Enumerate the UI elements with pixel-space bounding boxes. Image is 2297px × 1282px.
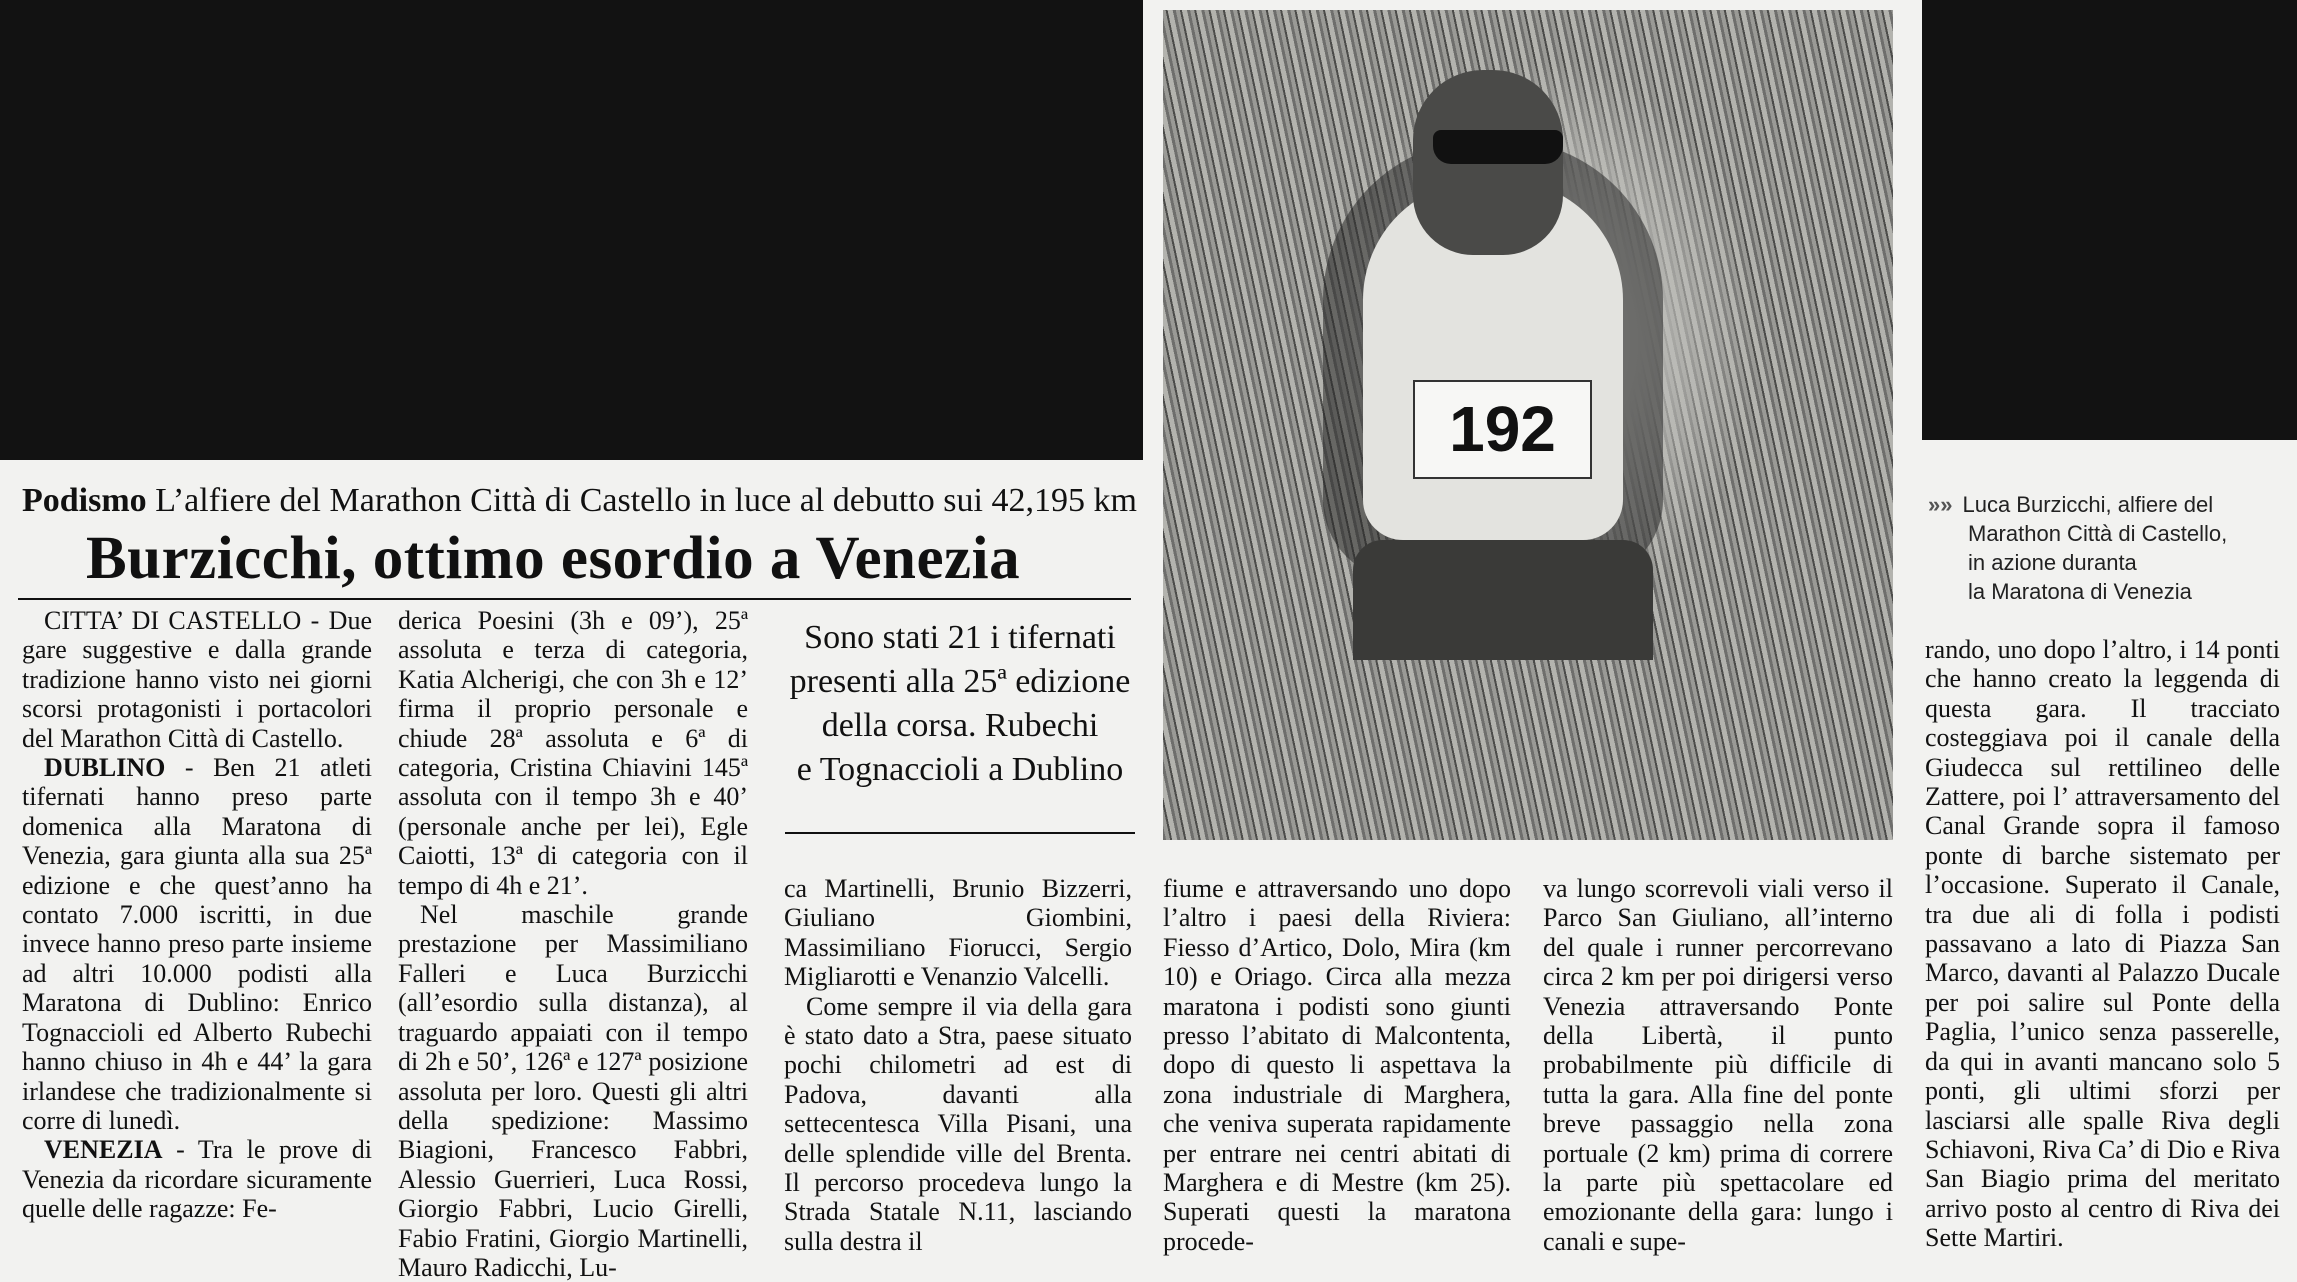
- col5-para-1: va lungo scorrevoli viali verso il Parco San Giuliano, all’interno del quale i runner percorrevano circa 2 km per poi dirigersi verso Venezia attraversando Ponte della Libertà, il punto probabilmente più difficile di tutta la gara. Alla fine del ponte breve passaggio nella zona portuale (2 km) prima di correre la parte più spettacolare ed emozionante della gara: lungo i canali e supe-: [1543, 874, 1893, 1256]
- runner-shorts: [1353, 540, 1653, 660]
- race-bib-number: 192: [1413, 380, 1592, 479]
- headline: Burzicchi, ottimo esordio a Venezia: [86, 525, 1021, 592]
- sunglasses: [1433, 130, 1563, 164]
- headline-rule: [18, 598, 1131, 600]
- summary-line-1: Sono stati 21 i tifernati: [804, 619, 1116, 656]
- column-5: [1543, 874, 1893, 1256]
- summary-rule: [785, 832, 1135, 834]
- dateline-venezia: VENEZIA: [44, 1135, 163, 1165]
- caption-line-1: [1928, 490, 2288, 519]
- caption-line-2: Marathon Città di Castello,: [1968, 521, 2228, 546]
- caption-line-1-text: Luca Burzicchi, alfiere del: [1962, 492, 2214, 517]
- caption-line-3: in azione duranta: [1968, 550, 2137, 575]
- runner-photo: [1163, 10, 1893, 840]
- col1-para-1: CITTA’ DI CASTELLO - Due gare suggestive e dalla grande tradizione hanno visto nei giorni scorsi protagonisti i portacolori del Marathon Città di Castello.: [22, 606, 372, 753]
- col6-para-1: rando, uno dopo l’altro, i 14 ponti che hanno creato la leggenda di questa gara. Il tracciato costeggiava poi il canale della Giudecca sul rettilineo delle Zattere, poi l’ attraversamento del Canal Grande sopra il famoso ponte di barche sistemato per l’occasione. Superato il Canale, tra due ali di folla i podisti passavano a lato di Piazza San Marco, davanti al Palazzo Ducale per poi salire sul Ponte della Paglia, l’unico senza passerelle, da qui in avanti mancano solo 5 ponti, gli ultimi sforzi per lasciarsi alle spalle Riva degli Schiavoni, Riva Ca’ di Dio e Riva San Biagio prima del meritato arrivo posto al centro di Riva dei Sette Martiri.: [1925, 635, 2280, 1253]
- column-2: [398, 606, 748, 1282]
- black-mask-right: [1922, 0, 2297, 440]
- col1-para-2: [22, 753, 372, 1135]
- col2-para-1: derica Poesini (3h e 09’), 25ª assoluta e terza di categoria, Katia Alcherigi, che con 3h e 12’ firma il proprio personale e chiude 28ª assoluta e 6ª di categoria, Cristina Chiavini 145ª assoluta con il tempo 3h e 40’ (personale anche per lei), Egle Caiotti, 13ª di categoria con il tempo di 4h e 21’.: [398, 606, 748, 900]
- photo-caption: [1928, 490, 2288, 606]
- summary-box: [775, 616, 1145, 792]
- kicker-label: Podismo: [22, 482, 147, 519]
- col1-para-3-text: - Tra le prove di Venezia da ricordare sicuramente quelle delle ragazze: Fe-: [22, 1135, 372, 1224]
- summary-line-2: presenti alla 25ª edizione: [789, 663, 1131, 700]
- kicker-text: L’alfiere del Marathon Città di Castello in luce al debutto sui 42,195 km: [155, 482, 1137, 519]
- summary-line-3: della corsa. Rubechi: [821, 707, 1099, 744]
- caption-line-4: la Maratona di Venezia: [1968, 579, 2192, 604]
- col1-para-2-text: - Ben 21 atleti tifernati hanno preso parte domenica alla Maratona di Venezia, gara giunta alla sua 25ª edizione e che quest’anno ha contato 7.000 iscritti, in due invece hanno preso parte insieme ad altri 10.000 podisti alla Maratona di Dublino: Enrico Tognaccioli ed Alberto Rubechi hanno chiuso in 4h e 44’ la gara irlandese che tradizionalmente si corre di lunedì.: [22, 753, 372, 1135]
- col3-para-2: Come sempre il via della gara è stato dato a Stra, paese situato pochi chilometri ad est di Padova, davanti alla settecentesca Villa Pisani, una delle splendide ville del Brenta. Il percorso procedeva lungo la Strada Statale N.11, lasciando sulla destra il: [784, 991, 1132, 1256]
- col4-para-1: fiume e attraversando uno dopo l’altro i paesi della Riviera: Fiesso d’Artico, Dolo, Mira (km 10) e Oriago. Circa alla mezza maratona i podisti sono giunti presso l’abitato di Malcontenta, dopo di questo li aspettava la zona industriale di Marghera, che veniva superata rapidamente per entrare nei centri abitati di Marghera e di Mestre (km 25). Superati questi la maratona procede-: [1163, 874, 1511, 1256]
- column-3: [784, 874, 1132, 1256]
- column-6: [1925, 635, 2280, 1253]
- double-chevron-icon: »»: [1928, 492, 1953, 517]
- column-4: [1163, 874, 1511, 1256]
- dateline-dublino: DUBLINO: [44, 753, 166, 783]
- column-1: [22, 606, 372, 1224]
- kicker: [22, 482, 1137, 520]
- col3-para-1: ca Martinelli, Brunio Bizzerri, Giuliano Giombini, Massimiliano Fiorucci, Sergio Migliarotti e Venanzio Valcelli.: [784, 874, 1132, 992]
- col2-para-2: Nel maschile grande prestazione per Massimiliano Falleri e Luca Burzicchi (all’esordio sulla distanza), al traguardo appaiati con il tempo di 2h e 50’, 126ª e 127ª posizione assoluta per loro. Questi gli altri della spedizione: Massimo Biagioni, Francesco Fabbri, Alessio Guerrieri, Luca Rossi, Giorgio Fabbri, Lucio Girelli, Fabio Fratini, Giorgio Martinelli, Mauro Radicchi, Lu-: [398, 900, 748, 1282]
- black-mask-left: [0, 0, 1143, 460]
- summary-line-4: e Tognaccioli a Dublino: [796, 751, 1124, 788]
- col1-para-3: [22, 1135, 372, 1223]
